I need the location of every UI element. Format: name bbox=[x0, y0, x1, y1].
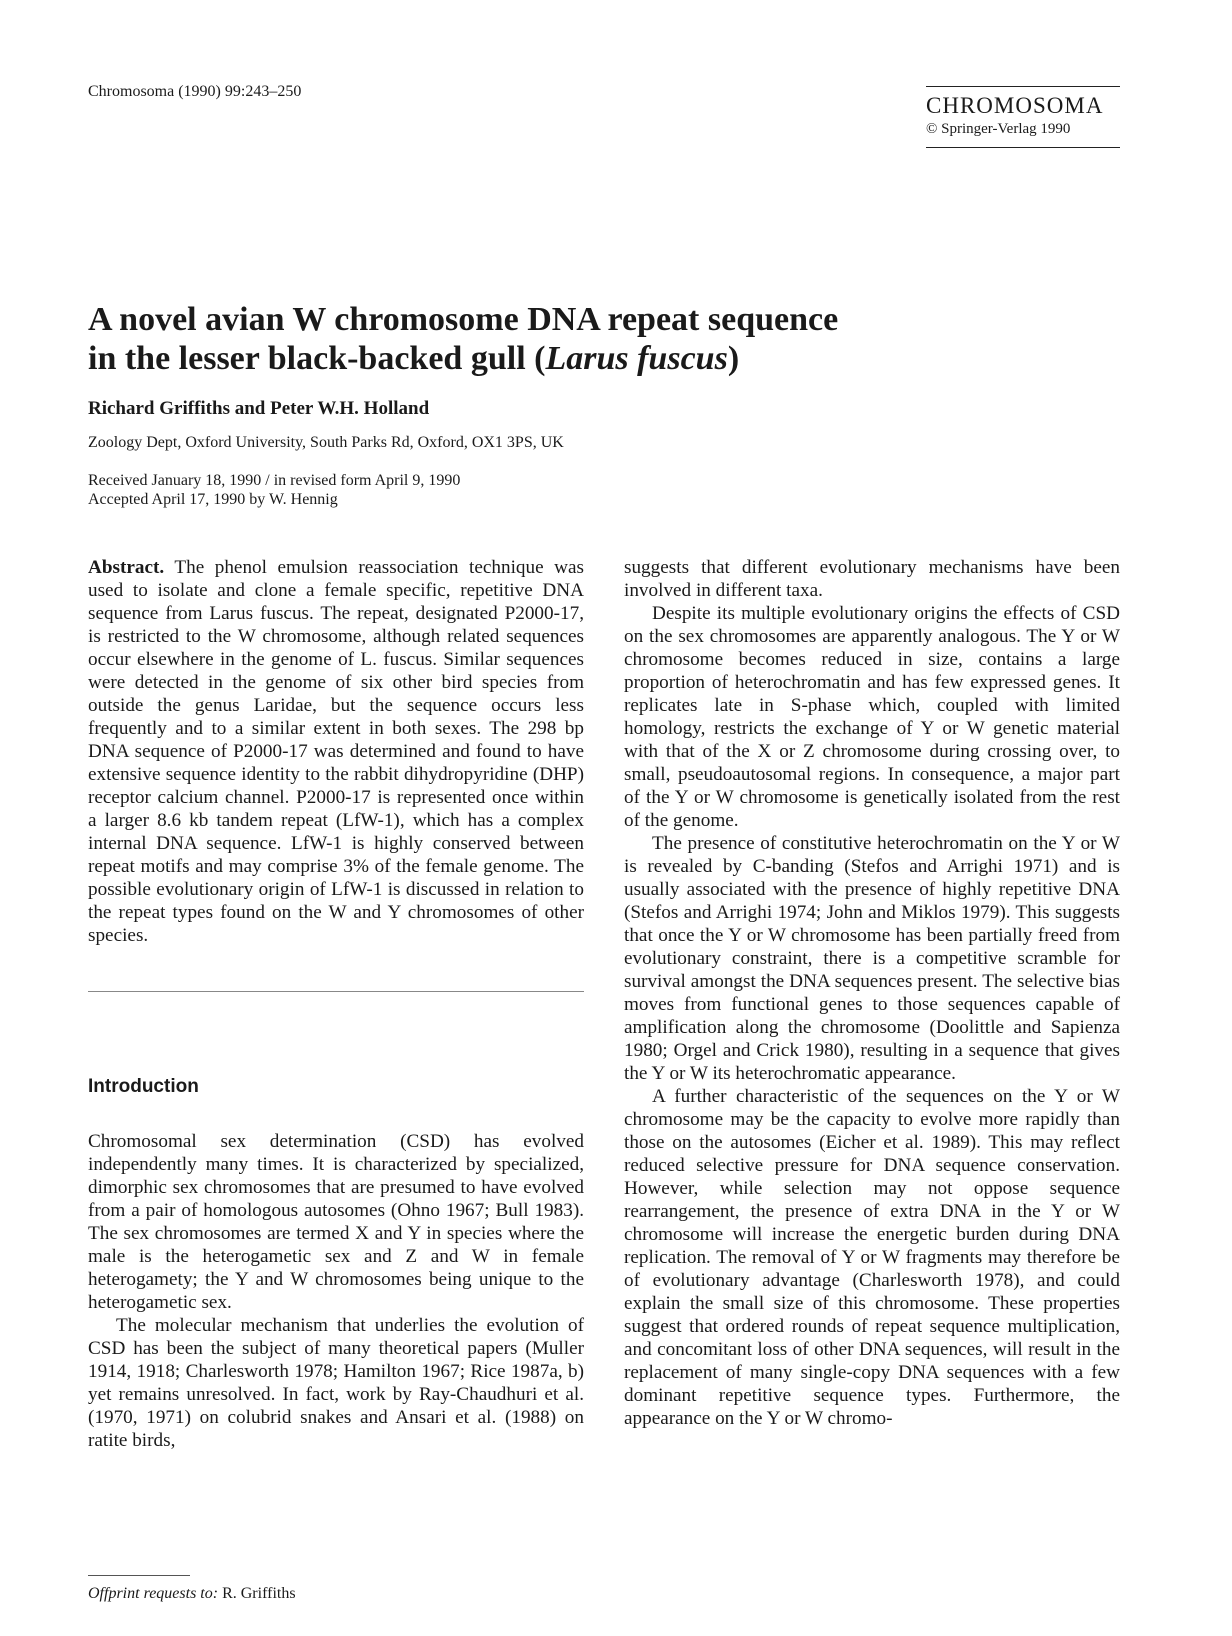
masthead-top-rule bbox=[926, 86, 1120, 87]
footnote-label: Offprint requests to: bbox=[88, 1585, 219, 1602]
abstract-divider bbox=[88, 991, 584, 992]
body-paragraph: The presence of constitutive heterochromatin on the Y or W is revealed by C-banding (Stefos and Arrighi 1971) and is usually associated with the presence of highly repetitive DNA (Stefos and Arrighi 1974; John and Miklos 1979). This suggests that once the Y or W chromosome has been partially freed from evolutionary constraint, there is a competitive scramble for survival amongst the DNA sequences present. The selective bias moves from functional genes to those sequences capable of amplification along the chromosome (Doolittle and Sapienza 1980; Orgel and Crick 1980), resulting in a sequence that gives the Y or W its heterochromatic appearance. bbox=[624, 833, 1120, 1084]
journal-name: CHROMOSOMA bbox=[926, 93, 1104, 118]
intro-paragraph: The molecular mechanism that underlies the evolution of CSD has been the subject of many theoretical papers (Muller 1914, 1918; Charlesworth 1978; Hamilton 1967; Rice 1987a, b) yet remains unresolved. In fact, work by Ray-Chaudhuri et al. (1970, 1971) on colubrid snakes and Ansari et al. (1988) on ratite birds, bbox=[88, 1315, 584, 1451]
abstract-text: The phenol emulsion reassociation technique was used to isolate and clone a female specific, repetitive DNA sequence from Larus fuscus. The repeat, designated P2000-17, is restricted to the W chromosome, although related sequences occur elsewhere in the genome of L. fuscus. Similar sequences were detected in the genome of six other bird species from outside the genus Laridae, but the sequence occurs less frequently and to a similar extent in both sexes. The 298 bp DNA sequence of P2000-17 was determined and found to have extensive sequence identity to the rabbit dihydropyridine (DHP) receptor calcium channel. P2000-17 is represented once within a larger 8.6 kb tandem repeat (LfW-1), which has a complex internal DNA sequence. LfW-1 is highly conserved between repeat motifs and may comprise 3% of the female genome. The possible evolutionary origin of LfW-1 is discussed in relation to the repeat types found on the W and Y chromosomes of other species. bbox=[88, 557, 585, 946]
masthead-bottom-rule bbox=[926, 147, 1120, 148]
body-paragraph: A further characteristic of the sequences on the Y or W chromosome may be the capacity to evolve more rapidly than those on the autosomes (Eicher et al. 1989). This may reflect reduced selective pressure for DNA sequence conservation. However, while selection may not oppose sequence rearrangement, the presence of extra DNA in the Y or W chromosome will increase the energetic burden during DNA replication. The removal of Y or W fragments may therefore be of evolutionary advantage (Charlesworth 1978), and could explain the small size of this chromosome. These properties suggest that ordered rounds of repeat sequence multiplication, and concomitant loss of other DNA sequences, will result in the replacement of many single-copy DNA sequences with a few dominant repetitive sequence types. Furthermore, the appearance on the Y or W chromo- bbox=[624, 1086, 1120, 1429]
species-name: Larus fuscus bbox=[545, 340, 728, 377]
accepted-date: Accepted April 17, 1990 by W. Hennig bbox=[88, 491, 338, 508]
section-heading-introduction: Introduction bbox=[88, 1076, 199, 1097]
copyright: © Springer-Verlag 1990 bbox=[926, 121, 1071, 137]
abstract bbox=[88, 556, 584, 947]
title-line-2 bbox=[88, 339, 1148, 378]
authors: Richard Griffiths and Peter W.H. Holland bbox=[88, 398, 430, 419]
title-text: in the lesser black-backed gull ( bbox=[88, 340, 546, 377]
title-line-1: A novel avian W chromosome DNA repeat sequence bbox=[88, 301, 839, 338]
citation: Chromosoma (1990) 99:243–250 bbox=[88, 83, 302, 100]
body-paragraph: suggests that different evolutionary mechanisms have been involved in different taxa. bbox=[624, 557, 1120, 601]
title-paren: ) bbox=[727, 340, 740, 377]
affiliation: Zoology Dept, Oxford University, South Parks Rd, Oxford, OX1 3PS, UK bbox=[88, 434, 564, 451]
article-dates bbox=[88, 471, 460, 509]
footnote-divider bbox=[88, 1575, 190, 1576]
abstract-label: Abstract. bbox=[88, 557, 165, 578]
intro-paragraph: Chromosomal sex determination (CSD) has evolved independently many times. It is characterized by specialized, dimorphic sex chromosomes that are presumed to have evolved from a pair of homologous autosomes (Ohno 1967; Bull 1983). The sex chromosomes are termed X and Y in species where the male is the heterogametic sex and Z and W in female heterogamety; the Y and W chromosomes being unique to the heterogametic sex. bbox=[88, 1131, 584, 1313]
right-column-body bbox=[624, 556, 1120, 1430]
article-title bbox=[88, 300, 1148, 378]
journal-masthead bbox=[926, 86, 1120, 148]
footnote bbox=[88, 1585, 296, 1603]
body-paragraph: Despite its multiple evolutionary origins the effects of CSD on the sex chromosomes are apparently analogous. The Y or W chromosome becomes reduced in size, contains a large proportion of heterochromatin and has few expressed genes. It replicates late in S-phase which, coupled with limited homology, restricts the exchange of Y or W genetic material with that of the X or Z chromosome during crossing over, to small, pseudoautosomal regions. In consequence, a major part of the Y or W chromosome is genetically isolated from the rest of the genome. bbox=[624, 603, 1120, 831]
introduction-body bbox=[88, 1130, 584, 1452]
received-date: Received January 18, 1990 / in revised form April 9, 1990 bbox=[88, 472, 461, 489]
footnote-name: R. Griffiths bbox=[222, 1585, 296, 1602]
